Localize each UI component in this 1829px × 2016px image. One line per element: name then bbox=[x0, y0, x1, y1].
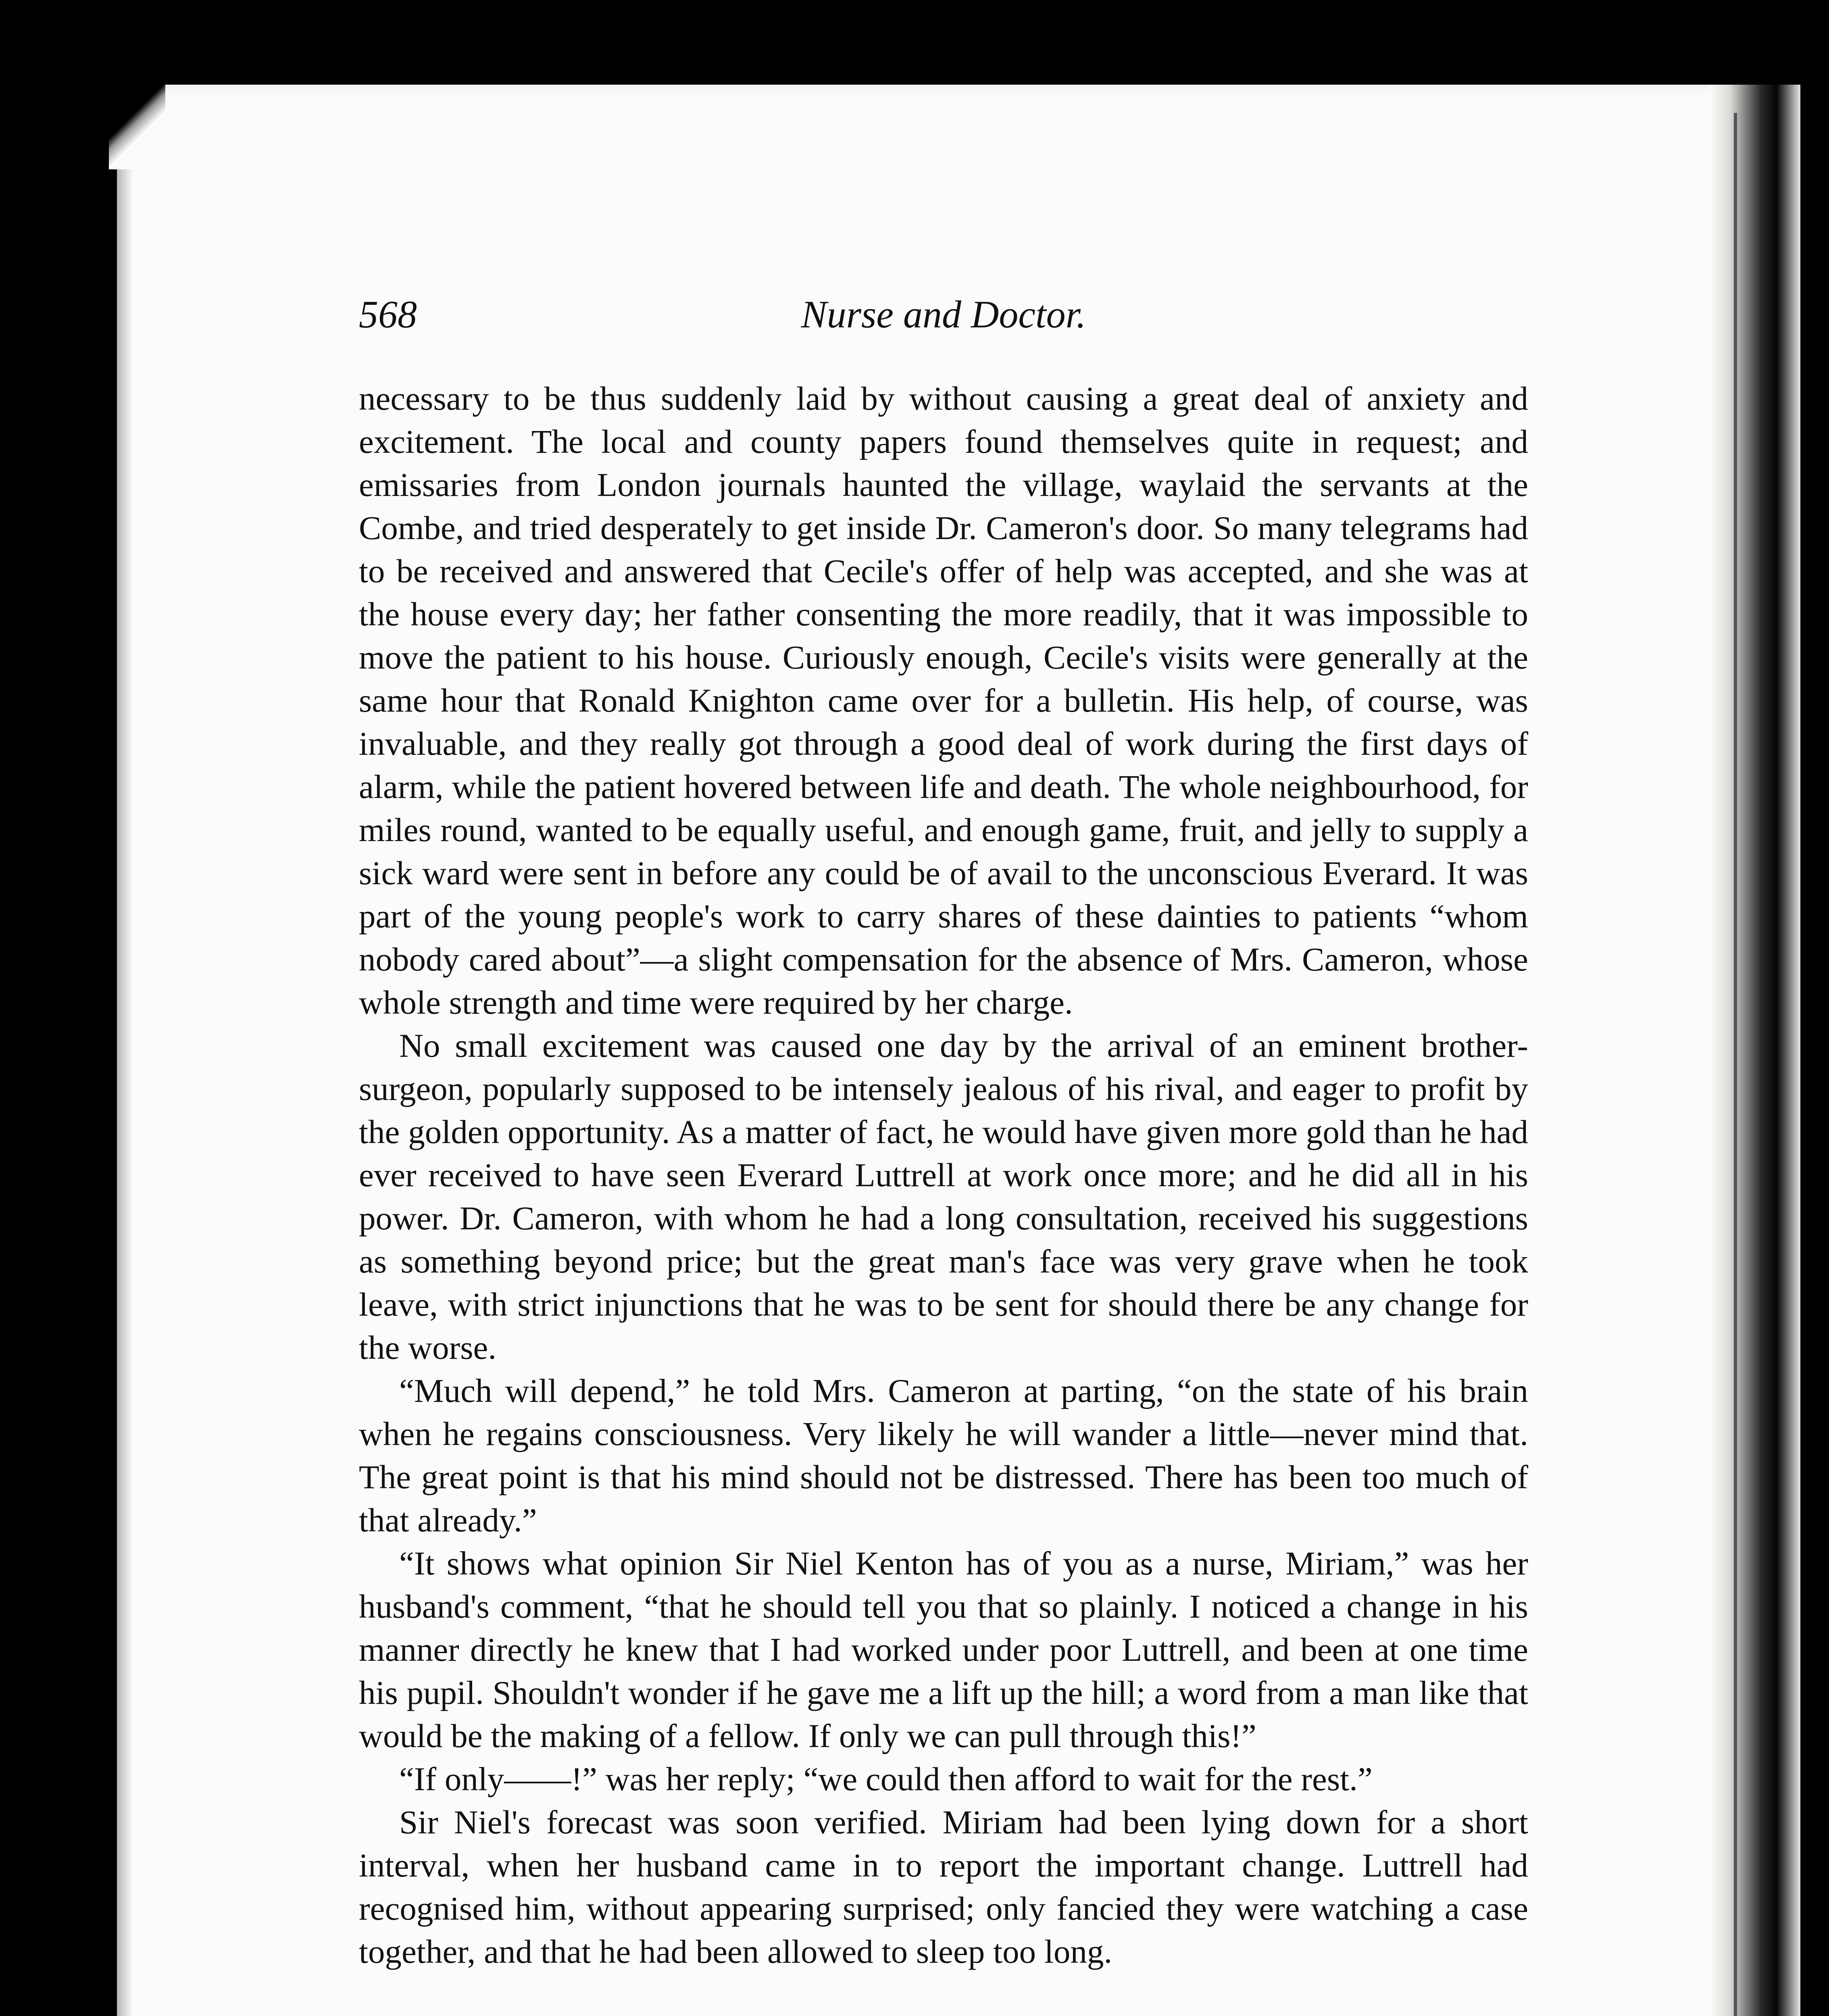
paragraph: “It shows what opinion Sir Niel Kenton has of you as a nurse, Miriam,” was her husband's comment, “that he should tell you that so plainly. I noticed a change in his manner directly he knew that I had worked under poor Luttrell, and been at one time his pupil. Shouldn't wonder if he gave me a lift up the hill; a word from a man like that would be the making of a fellow. If only we can pull through this!” bbox=[359, 1545, 1528, 1754]
spine-gutter-line bbox=[1734, 113, 1737, 2016]
paragraph: “Much will depend,” he told Mrs. Cameron at parting, “on the state of his brain when he regains consciousness. Very likely he will wander a little—never mind that. The great point is that his mind should not be distressed. There has been too much of that already.” bbox=[359, 1372, 1528, 1539]
facing-page-edge bbox=[1776, 85, 1800, 2016]
page-edge-shadow bbox=[117, 85, 133, 2016]
book-spine bbox=[1710, 85, 1778, 2016]
paragraph-continued: necessary to be thus suddenly laid by without causing a great deal of anxiety and excitement. The local and county papers found themselves quite in request; and emissaries from London journals haunted the village, waylaid the servants at the Combe, and tried desperately to get inside Dr. Cameron's door. So many telegrams had to be received and answered that Cecile's offer of help was accepted, and she was at the house every day; her father consenting the more readily, that it was impossible to move the patient to his house. Curiously enough, Cecile's visits were generally at the same hour that Ronald Knighton came over for a bulletin. His help, of course, was invaluable, and they really got through a good deal of work during the first days of alarm, while the patient hovered between life and death. The whole neighbourhood, for miles round, wanted to be equally useful, and enough game, fruit, and jelly to supply a sick ward were sent in before any could be of avail to the unconscious Everard. It was part of the young people's work to carry shares of these dainties to patients “whom nobody cared about”—a slight compensation for the absence of Mrs. Cameron, whose whole strength and time were required by her charge. bbox=[359, 380, 1528, 1021]
paragraph: No small excitement was caused one day by the arrival of an eminent brother-surgeon, popularly supposed to be intensely jealous of his rival, and eager to profit by the golden opportunity. As a matter of fact, he would have given more gold than he had ever received to have seen Everard Luttrell at work once more; and he did all in his power. Dr. Cameron, with whom he had a long consultation, received his suggestions as something beyond price; but the great man's face was very grave when he took leave, with strict injunctions that he was to be sent for should there be any change for the worse. bbox=[359, 1027, 1528, 1366]
running-header bbox=[359, 288, 1528, 341]
running-title: Nurse and Doctor. bbox=[801, 293, 1086, 336]
page-number: 568 bbox=[359, 293, 417, 336]
page-corner-fold bbox=[109, 81, 165, 169]
paragraph: “If only——!” was her reply; “we could then afford to wait for the rest.” bbox=[399, 1760, 1373, 1797]
paragraph: Sir Niel's forecast was soon verified. Miriam had been lying down for a short interval, when her husband came in to report the important change. Luttrell had recognised him, without appearing surprised; only fancied they were watching a case together, and that he had been allowed to sleep too long. bbox=[359, 1804, 1528, 1970]
body-text bbox=[359, 377, 1528, 1973]
